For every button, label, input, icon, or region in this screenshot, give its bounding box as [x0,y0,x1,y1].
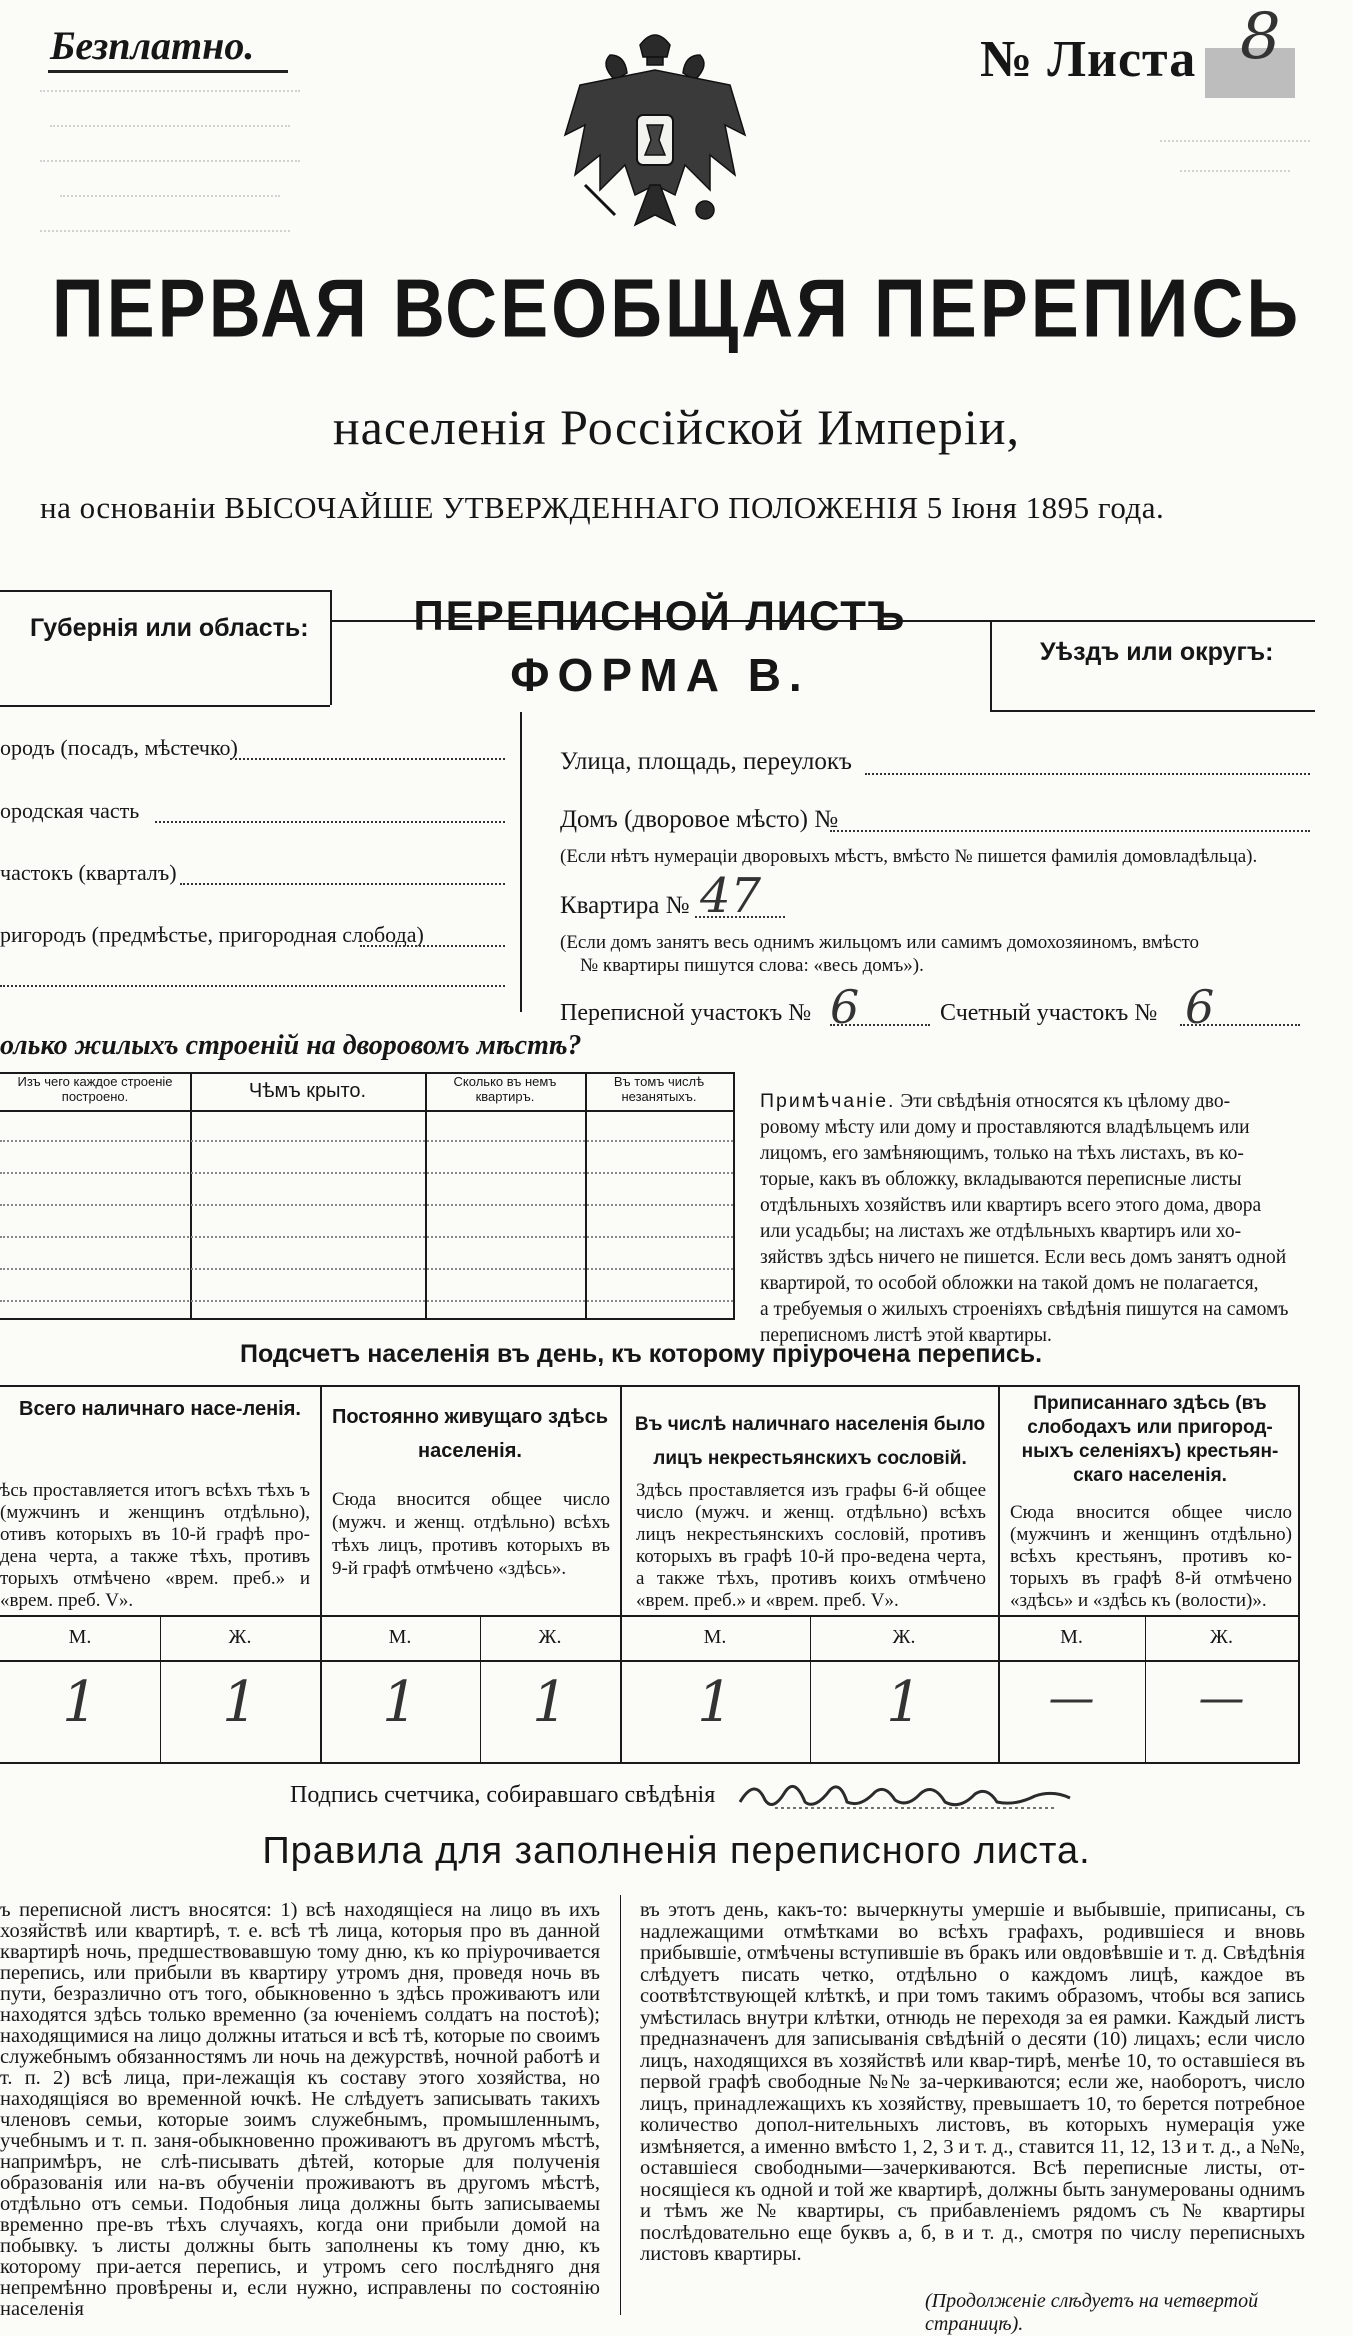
count-col1-desc: ѣсь проставляется итогъ всѣхъ тѣхъ ъ (мужчинъ и женщинъ отдѣльно), отивъ которыхъ въ 10-й графѣ про-дена черта, а также тѣхъ, противъ торыхъ отмѣчено «врем. преб.» и «врем. преб. V». [0,1480,310,1611]
count-area-field[interactable] [1180,1024,1300,1026]
count-area-value: 6 [1185,980,1215,1034]
count-col2-desc: Сюда вносится общее число (мужч. и женщ. отдѣльно) всѣхъ тѣхъ лицъ, противъ которыхъ въ 9-й графѣ отмѣчено «здѣсь». [332,1489,610,1579]
city-part-label: ородская часть [0,798,140,823]
house-note: (Если нѣтъ нумераціи дворовыхъ мѣстъ, вмѣсто № пишется фамилія домовладѣльца). [560,846,1258,867]
count-col2-m-value: 1 [382,1670,418,1735]
count-col2-f-label: Ж. [538,1626,562,1648]
count-col4-f-value: — [1198,1670,1245,1724]
count-col1-f-label: Ж. [228,1626,252,1648]
apartment-note-1: (Если домъ занятъ весь однимъ жильцомъ или самимъ домохозяиномъ, вмѣсто [560,932,1200,953]
census-subtitle: населенія Россійской Имперіи, [332,399,1021,455]
sheet-number-value: 8 [1240,0,1281,74]
suburb-label: ригородъ (предмѣстье, пригородная слобода) [0,922,424,947]
quarter-label: частокъ (кварталъ) [0,860,177,885]
count-col3-m-value: 1 [697,1670,733,1735]
legal-basis: на основаніи ВЫСОЧАЙШЕ УТВЕРЖДЕННАГО ПОЛОЖЕНІЯ 5 Іюня 1895 года. [40,490,1165,525]
signature-label: Подпись счетчика, собиравшаго свѣдѣнія [290,1782,716,1808]
count-col3-f-value: 1 [886,1670,922,1735]
census-area-field[interactable] [830,1024,930,1026]
buildings-col-apartments: Сколько въ немъ квартиръ. [453,1074,557,1104]
free-label-underline [48,70,288,73]
count-col1-m-value: 1 [62,1670,98,1735]
count-col4-desc: Сюда вносится общее число (мужчинъ и женщинъ отдѣльно) всѣхъ крестьянъ, противъ ко-торыхъ въ графѣ 8-й отмѣчено «здѣсь» и «здѣсь къ (волости)». [1010,1502,1292,1611]
count-col2-head: Постоянно живущаго здѣсь населенія. [331,1406,609,1462]
sheet-number-label: № Листа [980,31,1197,88]
count-col3-f-label: Ж. [892,1626,916,1648]
buildings-col-material: Изъ чего каждое строеніе построено. [17,1074,173,1104]
province-label: Губернія или область: [30,614,309,642]
count-area-label: Счетный участокъ № [940,1000,1158,1026]
count-col3-m-label: М. [703,1626,727,1648]
count-col4-m-value: — [1048,1670,1095,1724]
free-label: Безплатно. [50,23,255,68]
count-col4-head: Приписаннаго здѣсь (въ слободахъ или пригород-ныхъ селеніяхъ) крестьян-скаго населенія. [1021,1393,1279,1486]
apartment-value: 47 [700,868,762,924]
house-field[interactable] [830,830,1310,832]
rules-right-column: въ этотъ день, какъ-то: вычеркнуты умершіе и выбывшіе, приписаны, съ надлежащими отмѣтками во всѣхъ графахъ, родившіеся и вновь прибывшіе, отмѣчены вступившіе въ бракъ или овдовѣвшіе и т. д. Свѣдѣнія слѣдуетъ писать четко, отдѣльно о каждомъ лицѣ, каждое въ соотвѣтствующей клѣткѣ, и при томъ такимъ образомъ, чтобы вся запись умѣстилась внутри клѣтки, отнюдь не переходя за ея рамки. Каждый листъ предназначенъ для записыванія свѣдѣній о десяти (10) лицахъ; если число лицъ, находящихся въ хозяйствѣ или квар-тирѣ, менѣе 10, то оставшіеся въ первой графѣ свободные №№ за-черкиваются; если же, наоборотъ, число лицъ, принадлежащихъ къ хозяйству, превышаетъ 10, то берется потребное количество допол-нительныхъ листовъ, въ которыхъ нумерація уже измѣняется, а именно вмѣсто 1, 2, 3 и т. д., ставится 11, 12, 13 и т. д., а №№, оставшіеся свободными—зачеркиваются. Всѣ переписные листы, от-носящіеся къ одной и той же квартирѣ, должны быть занумерованы однимъ и тѣмъ же № квартиры, съ прибавленіемъ рядомъ съ № квартиры послѣдовательно еще буквъ а, б, в и т. д., смотря по числу переписныхъ листовъ квартиры. [640,1899,1305,2265]
house-label: Домъ (дворовое мѣсто) № [560,806,839,833]
coat-of-arms-emblem [555,25,755,255]
count-col2-f-value: 1 [532,1670,568,1735]
rules-left-column: ъ переписной листъ вносятся: 1) всѣ находящіеся на лицо въ ихъ хозяйствѣ или квартирѣ, т. е. всѣ тѣ лица, которыя про въ данной квартирѣ ночь, предшествовавшую тому дню, къ ко пріурочивается перепись, или прибыли въ квартиру утромъ дня, проведя ночь въ пути, безразлично отъ того, обыкновенно ъ здѣсь проживаютъ или находятся здѣсь только временно (за юченіемъ солдатъ на постоѣ); находящимися на лицо должны итаться и всѣ тѣ, которые по своимъ служебнымъ обязанностямъ ли ночь на дежурствѣ, ночной работѣ и т. п. 2) всѣ лица, при-лежащія къ составу этого хозяйства, но находящіяся во временной ючкѣ. Не слѣдуетъ записывать такихъ членовъ семьи, которые зоимъ служебнымъ, промышленнымъ, учебнымъ и т. п. заня-обыкновенно проживаютъ въ другомъ мѣстѣ, напримѣръ, не слѣ-писывать дѣтей, которые для полученія образованія или на-въ обученіи проживаютъ въ другомъ мѣстѣ, отдѣльно отъ семьи. Подобныя лица должны быть записываемы временно пре-въ тѣхъ случаяхъ, когда они прибыли домой на побывку. ъ листы должны быть заполнены къ тому дню, къ которому при-ается перепись, и утромъ сего послѣдняго дня непремѣнно провѣрены и, если нужно, исправлены по состоянію населенія [0,1899,600,2320]
buildings-note: Примѣчаніе. Эти свѣдѣнія относятся къ цѣлому дво- ровому мѣсту или дому и проставляются владѣльцемъ или лицомъ, его замѣняющимъ, только на тѣхъ листахъ, въ ко- торые, какъ въ обложку, вкладываются переписные листы отдѣльныхъ хозяйствъ или квартиръ всего этого дома, двора или усадьбы; на листахъ же отдѣльныхъ квартиръ или хо- зяйствъ здѣсь ничего не пишется. Если весь домъ занятъ одной квартирой, то особой обложки на такой домъ не полагается, а требуемыя о жилыхъ строеніяхъ свѣдѣнія пишутся на самомъ переписномъ листѣ этой квартиры. [760,1090,1289,1346]
faded-stamp [30,80,310,240]
buildings-col-roof: Чѣмъ крыто. [248,1080,367,1102]
count-col1-f-value: 1 [222,1670,258,1735]
form-label: ФОРМА В. [510,649,810,701]
street-label: Улица, площадь, переулокъ [560,748,852,775]
rules-title: Правила для заполненія переписного листа. [262,1830,1091,1872]
census-area-label: Переписной участокъ № [560,1000,812,1026]
street-field[interactable] [865,773,1310,775]
count-col3-head: Въ числѣ наличнаго населенія было лицъ некрестьянскихъ сословій. [634,1414,986,1469]
rules-continued-note: (Продолженіе слѣдуетъ на четвертой страницѣ). [925,2290,1259,2335]
count-col4-f-label: Ж. [1210,1626,1233,1648]
buildings-col-vacant: Въ томъ числѣ незанятыхъ. [613,1074,705,1104]
note-lead: Примѣчаніе. [760,1090,896,1112]
count-title: Подсчетъ населенія въ день, къ которому пріурочена перепись. [240,1340,1043,1368]
page-corner-marks [1160,120,1310,180]
apartment-field[interactable] [695,916,785,918]
count-col1-head: Всего наличнаго насе-ленія. [19,1398,301,1420]
census-title: ПЕРВАЯ ВСЕОБЩАЯ ПЕРЕПИСЬ [51,263,1302,355]
apartment-label: Квартира № [560,892,690,919]
count-col2-m-label: М. [388,1626,412,1648]
district-label: Уѣздъ или округъ: [1040,638,1274,666]
count-col1-m-label: М. [68,1626,92,1648]
census-area-value: 6 [830,980,860,1034]
apartment-note-2: № квартиры пишутся слова: «весь домъ»). [580,955,924,976]
buildings-question: олько жилыхъ строеній на дворовомъ мѣстѣ? [0,1030,582,1061]
enumerator-signature [735,1772,1075,1818]
sheet-title: ПЕРЕПИСНОЙ ЛИСТЪ [413,592,907,639]
town-label: ородъ (посадъ, мѣстечко) [0,735,238,760]
count-col3-desc: Здѣсь проставляется изъ графы 6-й общее число (мужч. и женщ. отдѣльно) всѣхъ лицъ некрестьянскихъ сословій, противъ которыхъ въ графѣ 10-й про-ведена черта, а также тѣхъ, противъ коихъ отмѣчено «врем. преб.» и «врем. преб. V». [636,1480,986,1611]
count-col4-m-label: М. [1060,1626,1083,1648]
